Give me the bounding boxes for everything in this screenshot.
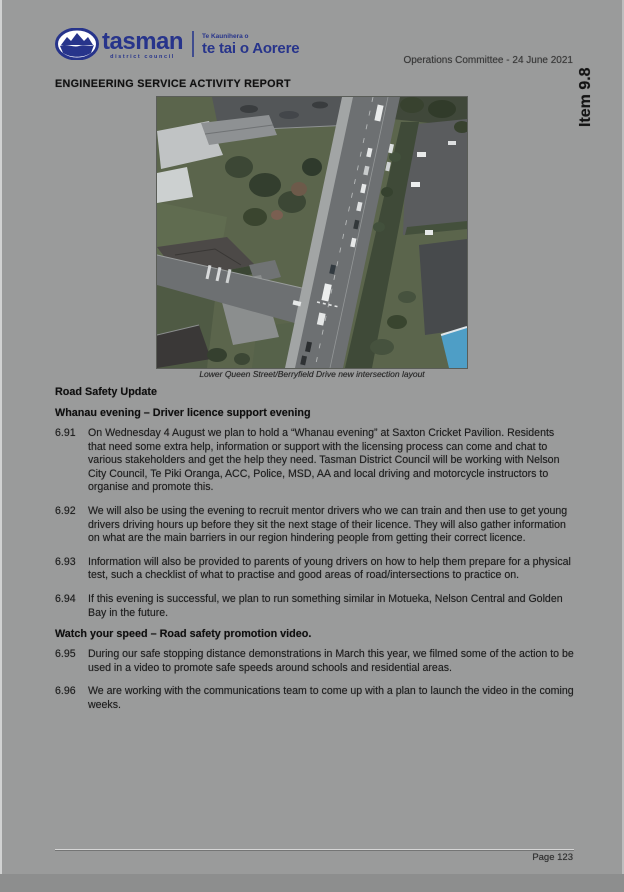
paragraph-text: On Wednesday 4 August we plan to hold a “Whanau evening” at Saxton Cricket Pavilion. Residents that need some extra help, information or support with the licensing process can come and chat to various stakeholders and get the help they need. Tasman District Council will be working with Nelson City Council, Te Piki Oranga, ACC, Police, MSD, AA and local driving and motorcycle instructors to organise and promote this.: [88, 427, 560, 494]
meeting-header: Operations Committee - 24 June 2021: [403, 55, 573, 66]
paragraph-text: Information will also be provided to parents of young drivers on how to help them prepare for a physical test, such a checklist of what to practise and good areas of road/intersections to practice on.: [88, 555, 571, 582]
paragraph-number: 6.91: [55, 427, 76, 439]
paragraph-text: During our safe stopping distance demonstrations in March this year, we filmed some of the action to be used in a video to promote safe speeds around schools and residential areas.: [88, 648, 574, 674]
te-reo-wordmark: [202, 34, 299, 57]
report-title: ENGINEERING SERVICE ACTIVITY REPORT: [55, 78, 291, 90]
page-bottom-shadow: [0, 874, 624, 892]
paragraph-number: 6.93: [55, 555, 76, 568]
paragraph-number: 6.94: [55, 592, 76, 605]
paragraph-number: 6.95: [55, 648, 76, 661]
page-left-edge: [0, 0, 2, 892]
paragraph-6-96: [55, 685, 574, 712]
section-heading: Road Safety Update: [55, 386, 157, 398]
report-body: [55, 386, 574, 723]
logo-divider: [192, 31, 194, 57]
item-number-tab: Item 9.8: [577, 67, 594, 127]
subsection-heading-speed: Watch your speed – Road safety promotion video.: [55, 628, 312, 641]
paragraph-text: We are working with the communications team to come up with a plan to launch the video in the coming weeks.: [88, 685, 574, 711]
paragraph-number: 6.92: [55, 504, 76, 517]
paragraph-6-92: [55, 505, 574, 546]
aerial-photo-illustration: [157, 97, 467, 368]
subsection-heading-whanau: Whanau evening – Driver licence support evening: [55, 407, 311, 419]
te-reo-large-text: te tai o Aorere: [202, 40, 300, 58]
brand-subtitle: district council: [110, 54, 175, 60]
photo-caption: Lower Queen Street/Berryfield Drive new intersection layout: [199, 369, 425, 379]
page-number: Page 123: [532, 852, 573, 863]
footer-rule: [55, 849, 574, 850]
aerial-photo: [157, 97, 467, 368]
paragraph-number: 6.96: [55, 685, 76, 698]
te-reo-small-text: Te Kaunihera o: [202, 33, 249, 41]
paragraph-6-93: [55, 556, 574, 583]
paragraph-text: If this evening is successful, we plan to run something similar in Motueka, Nelson Central and Golden Bay in the future.: [88, 592, 563, 619]
building-roof: [157, 167, 193, 203]
paragraph-text: We will also be using the evening to recruit mentor drivers who we can train and then use to get young drivers driving hours up before they sit the next stage of their licence. They will also gather information on what are the main barriers in our region hindering people from getting their correct licence.: [88, 504, 568, 545]
brand-name: tasman: [102, 28, 184, 55]
paragraph-6-91: [55, 427, 574, 495]
paragraph-6-95: [55, 648, 574, 675]
paragraph-6-94: [55, 593, 574, 620]
